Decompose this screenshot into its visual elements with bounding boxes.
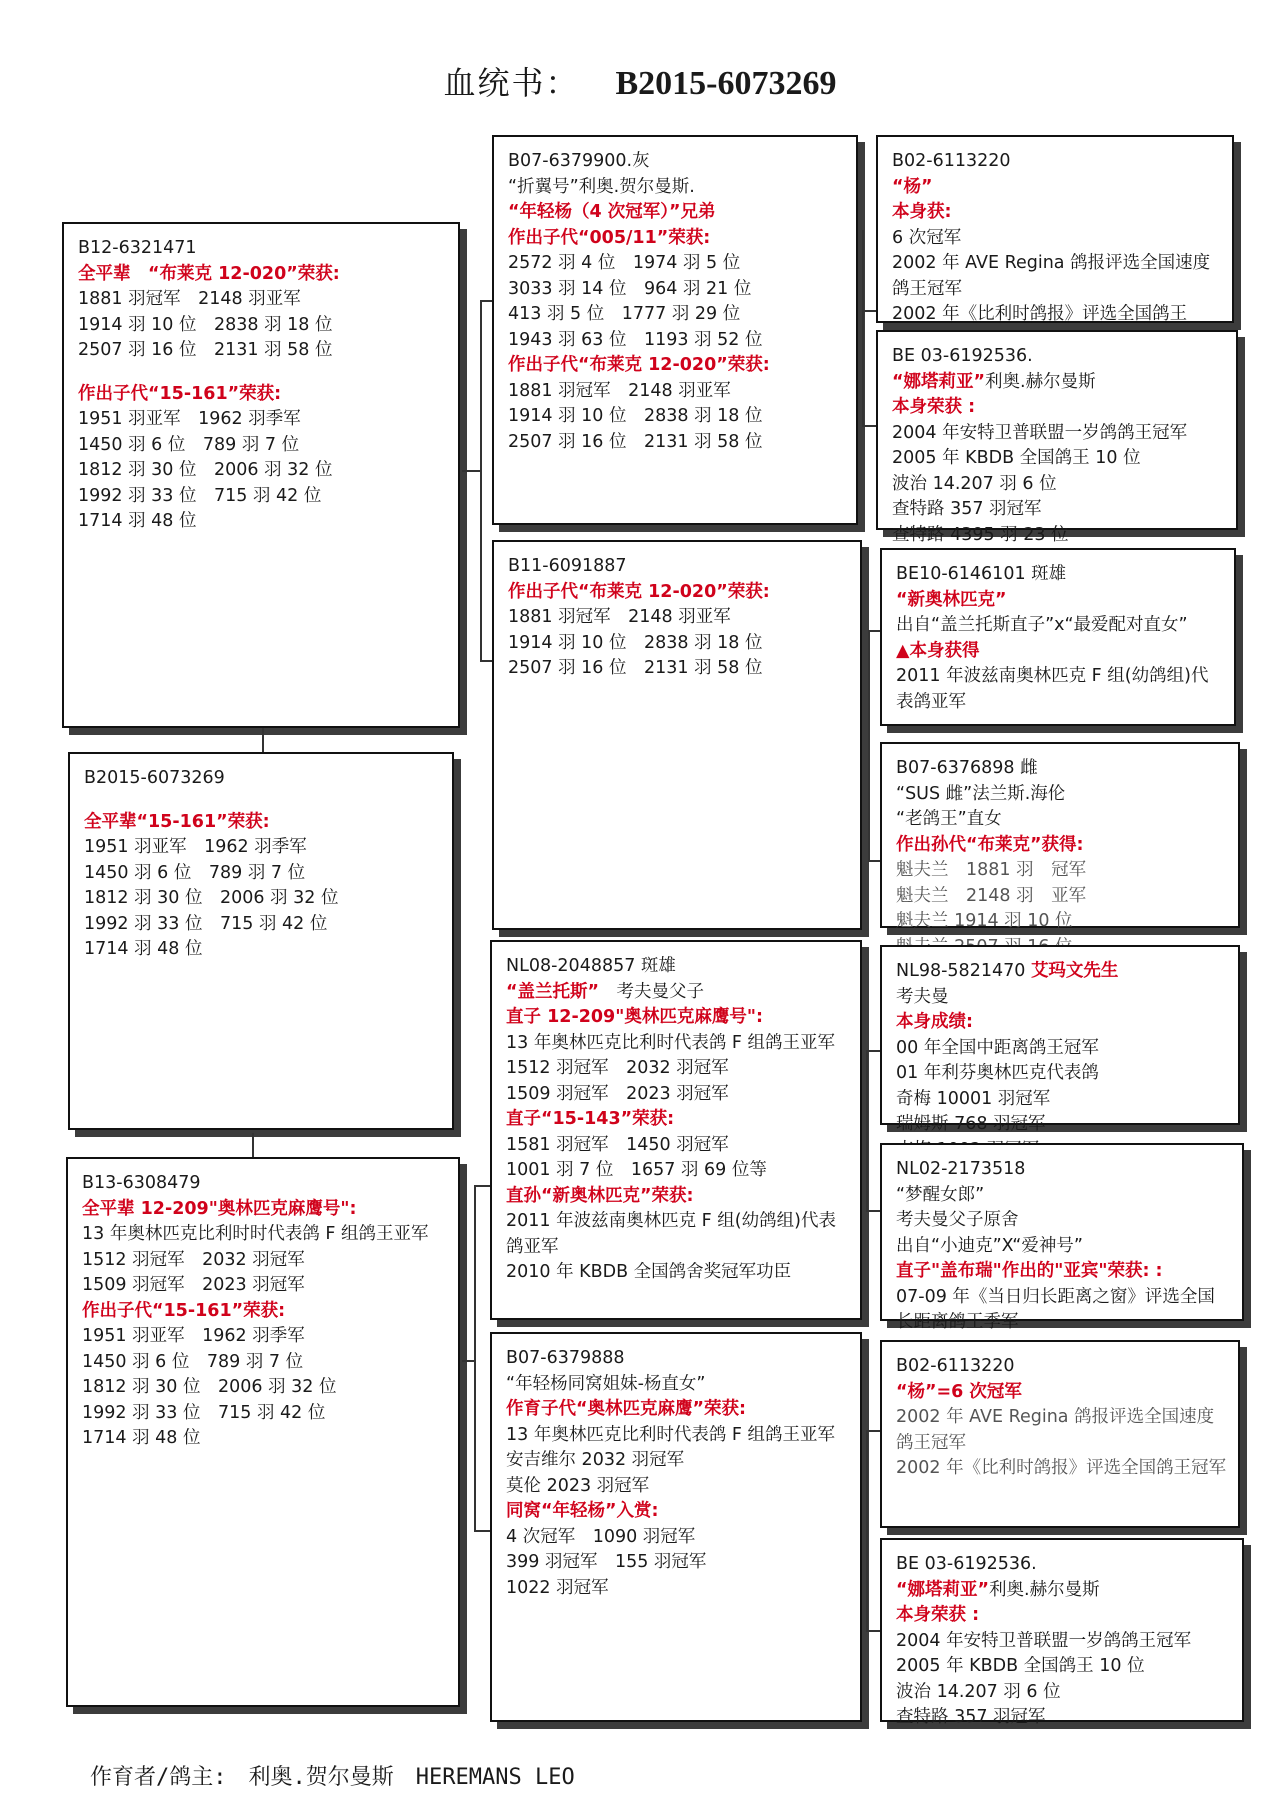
pedigree-line: 1450 羽 6 位 789 羽 7 位 xyxy=(84,862,306,883)
pedigree-line: 作出子代“005/11”荣获: xyxy=(508,227,711,248)
pedigree-line: 1943 羽 63 位 1193 羽 52 位 xyxy=(508,329,763,350)
pedigree-line: 本身成绩: xyxy=(896,1012,973,1032)
ring-number: B13-6308479 xyxy=(82,1173,201,1193)
connector xyxy=(866,1050,868,1210)
connector xyxy=(868,860,880,862)
pedigree-line: 2002 年 AVE Regina 鸽报评选全国速度鸽王冠军 xyxy=(892,253,1211,299)
pedigree-line: 3033 羽 14 位 964 羽 21 位 xyxy=(508,278,752,299)
pedigree-line: 07-09 年《当日归长距离之窗》评选全国长距离鸽王季军 xyxy=(896,1286,1215,1332)
pedigree-line: 2004 年安特卫普联盟一岁鸽鸽王冠军 xyxy=(896,1630,1192,1651)
pedigree-line: 1951 羽亚军 1962 羽季军 xyxy=(82,1326,305,1346)
pedigree-line: “年轻杨同窝姐妹-杨直女” xyxy=(506,1373,706,1394)
pedigree-line: 直孙“新奥林匹克”荣获: xyxy=(506,1185,694,1206)
pedigree-line: 直子"盖布瑞"作出的"亚宾"荣获: : xyxy=(896,1261,1163,1281)
ring-number: B2015-6073269 xyxy=(615,65,837,102)
pedigree-line: “杨”=6 次冠军 xyxy=(896,1381,1022,1402)
connector xyxy=(862,425,876,427)
pedigree-box-ggp-6 xyxy=(880,1143,1244,1332)
pedigree-line: 1914 羽 10 位 2838 羽 18 位 xyxy=(508,632,763,653)
pedigree-line: 2572 羽 4 位 1974 羽 5 位 xyxy=(508,253,741,273)
pedigree-line: “杨” xyxy=(892,176,933,197)
connector xyxy=(868,630,880,632)
pedigree-line: 直子 12-209"奥林匹克麻鹰号": xyxy=(506,1007,763,1027)
pedigree-line: 本身荣获 : xyxy=(892,397,976,417)
pedigree-line: 全平辈“15-161”荣获: xyxy=(84,811,270,832)
pedigree-line: 1581 羽冠军 1450 羽冠军 xyxy=(506,1134,729,1155)
connector xyxy=(866,1430,880,1432)
ring-number: B12-6321471 xyxy=(78,238,197,258)
pedigree-line: “梦醒女郎” xyxy=(896,1184,985,1205)
pedigree-line: 直子“15-143”荣获: xyxy=(506,1109,675,1129)
connector xyxy=(866,1210,880,1212)
pedigree-box-ggp-5 xyxy=(880,945,1240,1134)
pedigree-line: 1509 羽冠军 2023 羽冠军 xyxy=(82,1275,305,1295)
pedigree-line: “折翼号”利奥.贺尔曼斯. xyxy=(508,176,695,197)
connector xyxy=(474,1185,476,1530)
connector xyxy=(868,630,870,860)
pedigree-line: 奇梅 10001 羽冠军 xyxy=(896,1088,1051,1109)
pedigree-line: 本身获: xyxy=(892,202,952,222)
pedigree-box-subject xyxy=(68,752,454,1130)
connector xyxy=(262,728,264,752)
pedigree-box-ggp-2 xyxy=(876,330,1238,545)
pedigree-line: 1512 羽冠军 2032 羽冠军 xyxy=(82,1249,305,1270)
pedigree-line: 1881 羽冠军 2148 羽亚军 xyxy=(508,380,731,401)
pedigree-line: 2005 年 KBDB 全国鸽王 10 位 xyxy=(896,1656,1145,1676)
pedigree-line: 2011 年波兹南奥林匹克 F 组(幼鸽组)代表鸽亚军 xyxy=(896,666,1209,712)
spacer xyxy=(78,364,448,382)
ring-number: NL98-5821470 艾玛文先生 xyxy=(896,961,1119,981)
pedigree-line: 2002 年 AVE Regina 鸽报评选全国速度鸽王冠军 xyxy=(896,1407,1215,1453)
pedigree-box-sire-dam xyxy=(492,540,862,930)
title-label: 血统书： xyxy=(443,64,580,102)
breeder-name-cn: 利奥.贺尔曼斯 xyxy=(248,1765,394,1790)
pedigree-line: 1992 羽 33 位 715 羽 42 位 xyxy=(78,485,322,506)
pedigree-line: 2002 年《比利时鸽报》评选全国鸽王 xyxy=(892,304,1188,324)
pedigree-line: 13 年奥林匹克比利时时代表鸽 F 组鸽王亚军 xyxy=(82,1224,429,1244)
pedigree-line: 1714 羽 48 位 xyxy=(84,939,203,959)
pedigree-box-sire xyxy=(62,222,460,728)
page-title xyxy=(0,58,1280,104)
pedigree-line: 1512 羽冠军 2032 羽冠军 xyxy=(506,1058,729,1078)
pedigree-line: “新奥林匹克” xyxy=(896,589,1007,610)
pedigree-line: 1951 羽亚军 1962 羽季军 xyxy=(78,409,301,429)
pedigree-line: 1714 羽 48 位 xyxy=(82,1428,201,1448)
connector xyxy=(474,1185,490,1187)
pedigree-line: 1881 羽冠军 2148 羽亚军 xyxy=(508,607,731,627)
connector xyxy=(480,300,482,660)
pedigree-line: 2507 羽 16 位 2131 羽 58 位 xyxy=(508,658,763,678)
pedigree-box-sire-sire xyxy=(492,135,858,525)
pedigree-line: 瑞姆斯 768 羽冠军 xyxy=(896,1114,1046,1134)
pedigree-line: 莫伦 2023 羽冠军 xyxy=(506,1475,650,1496)
pedigree-line: 查特路 4395 羽 23 位 xyxy=(892,524,1069,545)
pedigree-line: 作出子代“布莱克 12-020”荣获: xyxy=(508,581,770,602)
spacer xyxy=(84,792,442,810)
pedigree-line: 13 年奥林匹克比利时代表鸽 F 组鸽王亚军 xyxy=(506,1424,836,1445)
ring-number: B02-6113220 xyxy=(892,151,1011,171)
pedigree-line: 2005 年 KBDB 全国鸽王 10 位 xyxy=(892,448,1141,468)
pedigree-line: ▲本身获得 xyxy=(896,640,980,661)
pedigree-box-ggp-4 xyxy=(880,742,1240,931)
connector xyxy=(866,1630,880,1632)
pedigree-line: 波治 14.207 羽 6 位 xyxy=(892,473,1057,494)
pedigree-line: 1992 羽 33 位 715 羽 42 位 xyxy=(84,913,328,934)
ring-number: BE 03-6192536. xyxy=(896,1554,1037,1574)
ring-number: B07-6379888 xyxy=(506,1348,625,1368)
ring-number: B02-6113220 xyxy=(896,1356,1015,1376)
connector xyxy=(480,300,492,302)
pedigree-line: 魁夫兰 1881 羽 冠军 xyxy=(896,860,1087,880)
connector xyxy=(474,1530,490,1532)
pedigree-line: 1881 羽冠军 2148 羽亚军 xyxy=(78,289,301,309)
pedigree-box-dam xyxy=(66,1157,460,1707)
pedigree-box-dam-sire xyxy=(490,940,862,1320)
ring-number: B2015-6073269 xyxy=(84,768,225,788)
pedigree-line: 本身荣获 : xyxy=(896,1605,980,1625)
pedigree-line: 全平辈 12-209"奥林匹克麻鹰号": xyxy=(82,1198,357,1219)
pedigree-line: 作出子代“15-161”荣获: xyxy=(78,383,282,404)
ring-number: NL02-2173518 xyxy=(896,1159,1026,1179)
breeder-label: 作育者/鸽主: xyxy=(90,1765,227,1790)
ring-number: BE 03-6192536. xyxy=(892,346,1033,366)
breeder-line xyxy=(90,1760,597,1791)
pedigree-line: 查特路 357 羽冠军 xyxy=(896,1707,1046,1727)
connector xyxy=(480,660,492,662)
pedigree-line: 作育子代“奥林匹克麻鹰”荣获: xyxy=(506,1399,747,1419)
connector xyxy=(252,1133,254,1157)
pedigree-line: 出自“盖兰托斯直子”x“最爱配对直女” xyxy=(896,615,1188,635)
pedigree-line: 01 年利芬奥林匹克代表鸽 xyxy=(896,1063,1099,1083)
pedigree-line: 1812 羽 30 位 2006 羽 32 位 xyxy=(82,1377,337,1397)
pedigree-line: 作出子代“布莱克 12-020”荣获: xyxy=(508,355,770,375)
pedigree-line: 1450 羽 6 位 789 羽 7 位 xyxy=(82,1351,304,1372)
pedigree-line: 1001 羽 7 位 1657 羽 69 位等 xyxy=(506,1160,767,1180)
pedigree-box-ggp-8 xyxy=(880,1538,1244,1727)
pedigree-line: 2507 羽 16 位 2131 羽 58 位 xyxy=(78,340,333,360)
pedigree-line: 魁夫兰 1914 羽 10 位 xyxy=(896,911,1073,931)
connector xyxy=(862,310,876,312)
pedigree-line: 2507 羽 16 位 2131 羽 58 位 xyxy=(508,431,763,452)
pedigree-line: 作出子代“15-161”荣获: xyxy=(82,1300,286,1321)
connector xyxy=(462,470,480,472)
pedigree-line: 2011 年波兹南奥林匹克 F 组(幼鸽组)代表鸽亚军 xyxy=(506,1211,836,1257)
ring-number: BE10-6146101 斑雄 xyxy=(896,564,1067,584)
connector xyxy=(866,1050,880,1052)
ring-number: NL08-2048857 斑雄 xyxy=(506,956,676,976)
pedigree-line: “娜塔莉亚”利奥.赫尔曼斯 xyxy=(892,371,1096,392)
connector xyxy=(862,230,864,425)
pedigree-box-dam-dam xyxy=(490,1332,862,1722)
pedigree-line: 1022 羽冠军 xyxy=(506,1577,609,1598)
pedigree-line: 1450 羽 6 位 789 羽 7 位 xyxy=(78,434,300,455)
connector xyxy=(462,1360,474,1362)
pedigree-line: 1914 羽 10 位 2838 羽 18 位 xyxy=(78,314,333,335)
ring-number: B11-6091887 xyxy=(508,556,627,576)
pedigree-line: 考夫曼父子原舍 xyxy=(896,1210,1019,1230)
pedigree-line: 399 羽冠军 155 羽冠军 xyxy=(506,1552,707,1572)
ring-number: B07-6379900.灰 xyxy=(508,151,650,171)
ring-number: B07-6376898 雌 xyxy=(896,758,1038,778)
pedigree-line: 1714 羽 48 位 xyxy=(78,511,197,531)
pedigree-line: “SUS 雌”法兰斯.海伦 xyxy=(896,783,1066,804)
pedigree-line: 魁夫兰 2148 羽 亚军 xyxy=(896,885,1087,906)
pedigree-line: 同窝“年轻杨”入赏: xyxy=(506,1501,659,1521)
pedigree-line: 2004 年安特卫普联盟一岁鸽鸽王冠军 xyxy=(892,422,1188,443)
connector xyxy=(866,1430,868,1630)
pedigree-box-ggp-7 xyxy=(880,1340,1240,1528)
pedigree-line: 全平辈 “布莱克 12-020”荣获: xyxy=(78,263,340,284)
pedigree-line: 安吉维尔 2032 羽冠军 xyxy=(506,1450,685,1470)
pedigree-line: 作出孙代“布莱克”获得: xyxy=(896,834,1084,855)
pedigree-box-ggp-3 xyxy=(880,548,1236,726)
pedigree-line: 2010 年 KBDB 全国鸽舍奖冠军功臣 xyxy=(506,1262,792,1282)
breeder-name-en: HEREMANS LEO xyxy=(415,1765,575,1790)
pedigree-line: “盖兰托斯” 考夫曼父子 xyxy=(506,981,705,1002)
pedigree-line: 1812 羽 30 位 2006 羽 32 位 xyxy=(84,888,339,908)
pedigree-line: 2002 年《比利时鸽报》评选全国鸽王冠军 xyxy=(896,1458,1227,1478)
pedigree-line: 出自“小迪克”X“爱神号” xyxy=(896,1235,1083,1256)
pedigree-line: 6 次冠军 xyxy=(892,227,962,248)
pedigree-line: 查特路 357 羽冠军 xyxy=(892,499,1042,519)
pedigree-line: “年轻杨（4 次冠军）”兄弟 xyxy=(508,202,716,222)
pedigree-line: 1914 羽 10 位 2838 羽 18 位 xyxy=(508,406,763,426)
pedigree-line: 波治 14.207 羽 6 位 xyxy=(896,1681,1061,1702)
pedigree-line: “娜塔莉亚”利奥.赫尔曼斯 xyxy=(896,1579,1100,1600)
pedigree-line: 1992 羽 33 位 715 羽 42 位 xyxy=(82,1402,326,1423)
pedigree-line: “老鸽王”直女 xyxy=(896,809,1002,829)
pedigree-box-ggp-1 xyxy=(876,135,1234,323)
pedigree-line: 00 年全国中距离鸽王冠军 xyxy=(896,1037,1099,1058)
pedigree-line: 413 羽 5 位 1777 羽 29 位 xyxy=(508,304,741,324)
pedigree-line: 考夫曼 xyxy=(896,986,949,1007)
pedigree-line: 1812 羽 30 位 2006 羽 32 位 xyxy=(78,460,333,480)
pedigree-line: 1509 羽冠军 2023 羽冠军 xyxy=(506,1083,729,1104)
pedigree-line: 13 年奥林匹克比利时代表鸽 F 组鸽王亚军 xyxy=(506,1032,836,1053)
pedigree-line: 4 次冠军 1090 羽冠军 xyxy=(506,1526,696,1547)
pedigree-line: 1951 羽亚军 1962 羽季军 xyxy=(84,837,307,857)
